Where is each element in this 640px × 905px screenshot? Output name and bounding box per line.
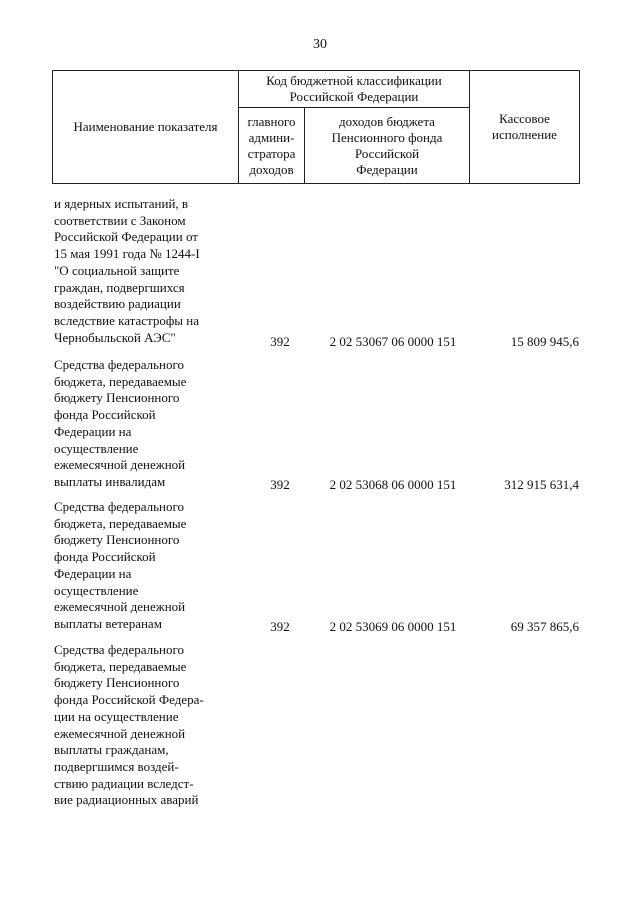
- row-admin-code: 392: [270, 477, 290, 493]
- row-amount: 312 915 631,4: [504, 477, 579, 493]
- row-name-line: воздействию радиации: [54, 296, 181, 312]
- header-line: доходов бюджета: [339, 113, 435, 129]
- row-name-line: ции на осуществление: [54, 708, 179, 724]
- table-row: [0, 642, 640, 814]
- row-name-line: ежемесячной денежной: [54, 599, 186, 615]
- row-name-line: бюджету Пенсионного: [54, 390, 180, 406]
- table-row: [0, 499, 640, 636]
- header-line: Пенсионного фонда: [331, 129, 443, 145]
- row-name-line: Средства федерального: [54, 499, 184, 514]
- row-amount: 15 809 945,6: [510, 334, 579, 350]
- table-row: [0, 196, 640, 351]
- row-budget-code: 2 02 53069 06 0000 151: [329, 619, 457, 635]
- row-name-line: фонда Российской Федера-: [54, 692, 204, 708]
- row-name-line: бюджета, передаваемые: [54, 658, 187, 674]
- column-header-cash-execution: [470, 71, 580, 184]
- row-name-line: и ядерных испытаний, в: [54, 196, 189, 211]
- header-line: исполнение: [492, 127, 557, 142]
- row-name: [54, 357, 234, 491]
- row-budget-code: 2 02 53068 06 0000 151: [329, 477, 457, 493]
- row-name-line: осуществление: [54, 440, 139, 456]
- row-name-line: выплаты инвалидам: [54, 473, 166, 489]
- column-group-header-classification-code: [239, 71, 470, 108]
- row-name-line: Средства федерального: [54, 642, 184, 657]
- row-name-line: "О социальной защите: [54, 262, 180, 278]
- row-name-line: бюджета, передаваемые: [54, 373, 187, 389]
- row-name-line: бюджета, передаваемые: [54, 515, 187, 531]
- row-name-line: ежемесячной денежной: [54, 457, 186, 473]
- row-name-line: фонда Российской: [54, 407, 156, 423]
- row-name-line: 15 мая 1991 года № 1244-I: [54, 246, 200, 262]
- row-amount: 69 357 865,6: [510, 619, 579, 635]
- row-admin-code: 392: [270, 619, 290, 635]
- row-name-line: выплаты гражданам,: [54, 742, 169, 758]
- row-name-line: Средства федерального: [54, 357, 184, 372]
- header-line: Российской: [354, 145, 420, 161]
- header-line: Федерации: [356, 161, 418, 177]
- row-name-line: подвергшимся воздей-: [54, 758, 179, 774]
- column-header-name: Наименование показателя: [53, 71, 239, 184]
- column-header-pension-fund-income: [305, 108, 470, 184]
- row-name-line: Федерации на: [54, 565, 132, 581]
- header-line: админи-: [248, 129, 295, 145]
- row-name-line: фонда Российской: [54, 549, 156, 565]
- table-row: [0, 357, 640, 494]
- row-name-line: соответствии с Законом: [54, 212, 186, 228]
- row-name-line: Федерации на: [54, 423, 132, 439]
- row-admin-code: 392: [270, 334, 290, 350]
- row-name-line: ежемесячной денежной: [54, 725, 186, 741]
- row-name-line: Чернобыльской АЭС": [54, 329, 176, 345]
- row-name-line: выплаты ветеранам: [54, 615, 162, 631]
- header-line: доходов: [249, 161, 294, 177]
- row-name-line: Российской Федерации от: [54, 229, 198, 245]
- row-name-line: ствию радиации вследст-: [54, 775, 194, 791]
- header-line: стратора: [247, 145, 296, 161]
- row-name: [54, 196, 234, 346]
- header-line: Код бюджетной классификации: [266, 73, 442, 88]
- row-budget-code: 2 02 53067 06 0000 151: [329, 334, 457, 350]
- row-name: [54, 499, 234, 633]
- row-name-line: вие радиационных аварий: [54, 792, 199, 808]
- header-line: главного: [247, 113, 296, 129]
- row-name-line: осуществление: [54, 582, 139, 598]
- row-name-line: бюджету Пенсионного: [54, 675, 180, 691]
- row-name-line: граждан, подвергшихся: [54, 279, 185, 295]
- page-number: 30: [313, 37, 327, 52]
- table-header: [52, 70, 580, 184]
- row-name-line: бюджету Пенсионного: [54, 532, 180, 548]
- header-line: Кассовое: [499, 111, 550, 126]
- row-name: [54, 642, 234, 809]
- column-header-chief-administrator: [239, 108, 305, 184]
- row-name-line: вследствие катастрофы на: [54, 312, 200, 328]
- header-line: Российской Федерации: [289, 89, 419, 104]
